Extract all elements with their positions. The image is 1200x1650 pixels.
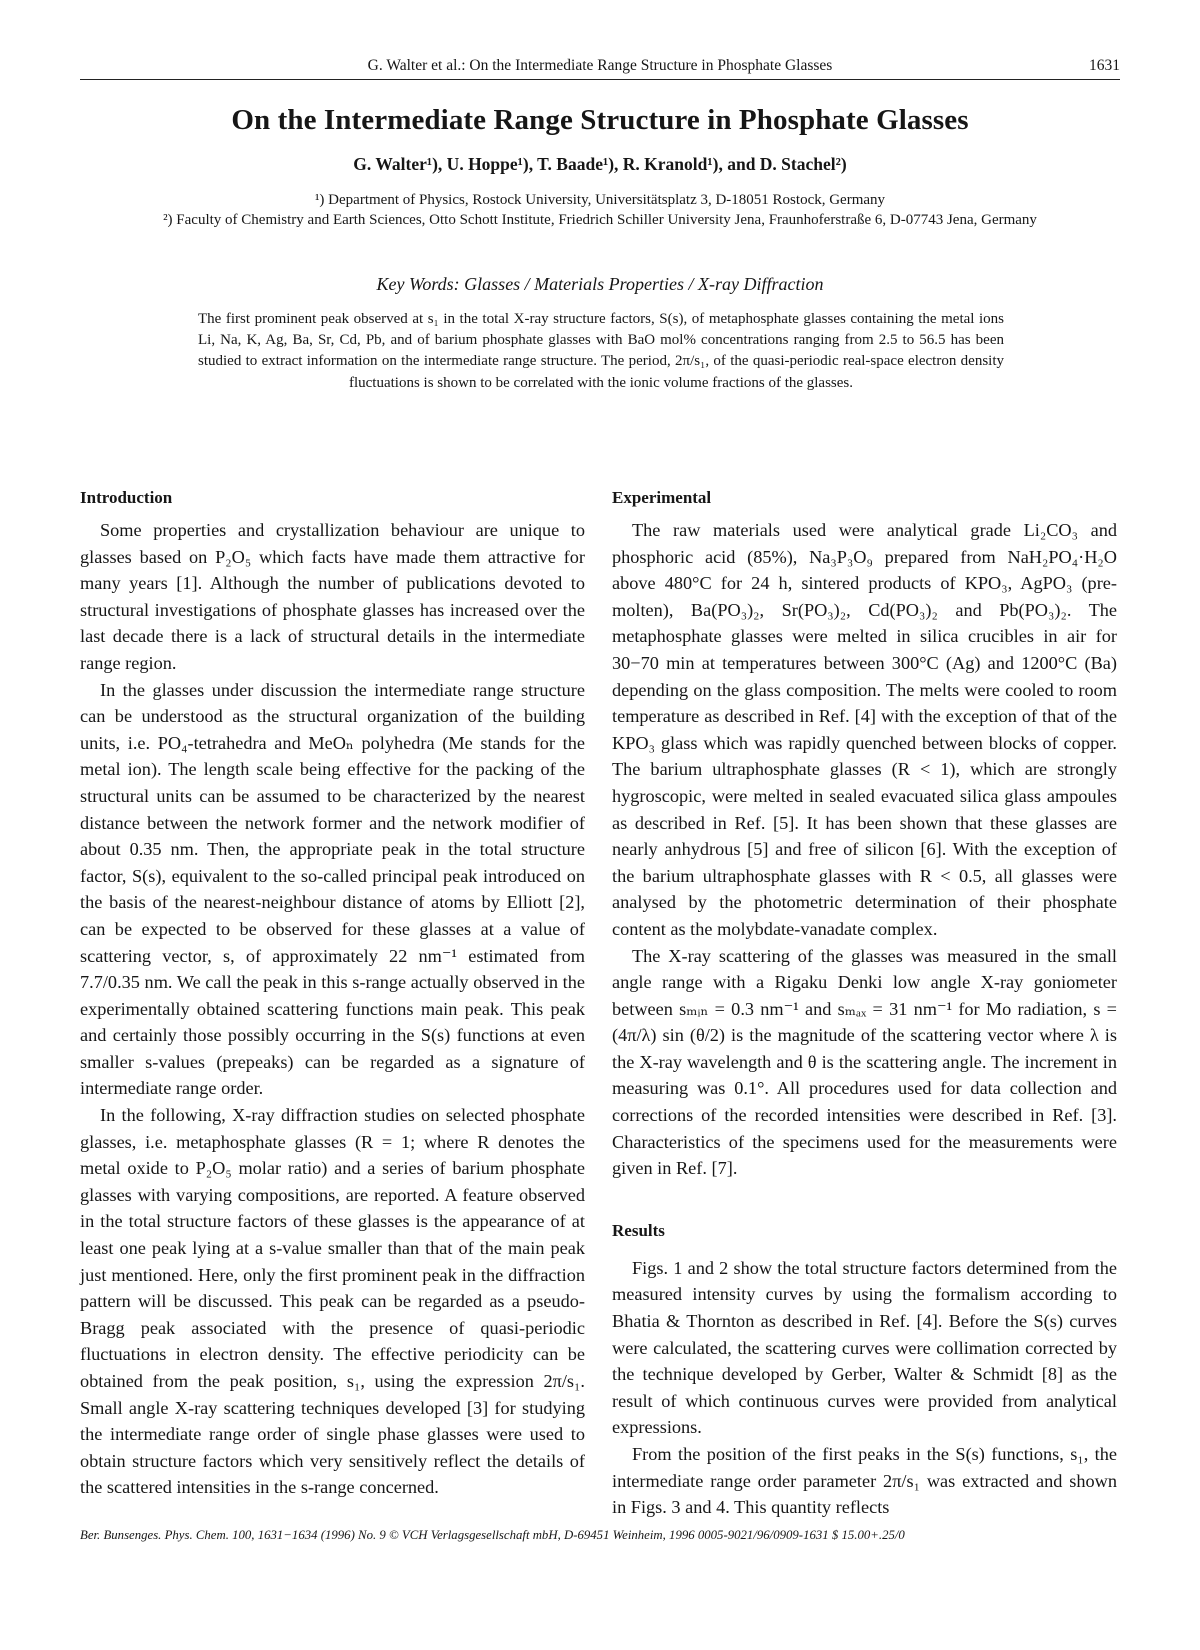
intro-paragraph-1: Some properties and crystallization behaviour are unique to glasses based on P₂O₅ which facts have made them attractive for many years [1]. Although the number of publications devoted to structural investigations of phosphate glasses has increased over the last decade there is a lack of structural details in the intermediate range region. [80,520,585,673]
section-heading-introduction: Introduction [80,488,173,507]
keywords: Key Words: Glasses / Materials Properties / X-ray Diffraction [376,274,824,294]
author-list: G. Walter¹), U. Hoppe¹), T. Baade¹), R. Kranold¹), and D. Stachel²) [353,154,847,174]
experimental-paragraph-2: The X-ray scattering of the glasses was measured in the small angle range with a Rigaku Denki low angle X-ray goniometer between sₘᵢₙ = 0.3 nm⁻¹ and sₘₐₓ = 31 nm⁻¹ for Mo radiation, s = (4π/λ) sin (θ/2) is the magnitude of the scattering vector where λ is the X-ray wavelength and θ is the scattering angle. The increment in measuring was 0.1°. All procedures used for data collection and corrections of the recorded intensities were described in Ref. [3]. Characteristics of the specimens used for the measurements were given in Ref. [7]. [612,945,1117,1179]
intro-paragraph-2: In the glasses under discussion the intermediate range structure can be understood as the structural organization of the building units, i.e. PO₄-tetrahedra and MeOₙ polyhedra (Me stands for the metal ion). The length scale being effective for the packing of the structural units can be assumed to be characterized by the nearest distance between the network former and the network modifier of about 0.35 nm. Then, the appropriate peak in the total structure factor, S(s), equivalent to the so-called principal peak introduced on the basis of the nearest-neighbour distance of atoms by Elliott [2], can be expected to be observed for these glasses at a value of scattering vector, s, of approximately 22 nm⁻¹ estimated from 7.7/0.35 nm. We call the peak in this s-range actually observed in the experimentally obtained scattering functions main peak. This peak and certainly those possibly occurring in the S(s) functions at even smaller s-values (prepeaks) can be regarded as a signature of intermediate range order. [80,679,585,1099]
experimental-paragraph-1: The raw materials used were analytical grade Li₂CO₃ and phosphoric acid (85%), Na₃P₃O₉ prepared from NaH₂PO₄·H₂O above 480°C for 24 h, sintered products of KPO₃, AgPO₃ (pre-molten), Ba(PO₃)₂, Sr(PO₃)₂, Cd(PO₃)₂ and Pb(PO₃)₂. The metaphosphate glasses were melted in silica crucibles in air for 30−70 min at temperatures between 300°C (Ag) and 1200°C (Ba) depending on the glass composition. The melts were cooled to room temperature as described in Ref. [4] with the exception of that of the KPO₃ glass which was rapidly quenched between blocks of copper. The barium ultraphosphate glasses (R < 1), which are strongly hygroscopic, were melted in sealed evacuated silica glass ampoules as described in Ref. [5]. It has been shown that these glasses are nearly anhydrous [5] and free of silicon [6]. With the exception of the barium ultraphosphate glasses with R < 0.5, all glasses were analysed by the photometric determination of their phosphate content as the molybdate-vanadate complex. [612,520,1117,939]
paper-title: On the Intermediate Range Structure in Phosphate Glasses [231,104,969,136]
running-head-title: G. Walter et al.: On the Intermediate Range Structure in Phosphate Glasses [367,57,833,74]
affiliation-2: ²) Faculty of Chemistry and Earth Sciences, Otto Schott Institute, Friedrich Schiller University Jena, Fraunhoferstraße 6, D-07743 Jena, Germany [163,212,1037,228]
results-paragraph-2: From the position of the first peaks in the S(s) functions, s₁, the intermediate range order parameter 2π/s₁ was extracted and shown in Figs. 3 and 4. This quantity reflects [612,1444,1117,1518]
results-paragraph-1: Figs. 1 and 2 show the total structure factors determined from the measured intensity curves by using the formalism according to Bhatia & Thornton as described in Ref. [4]. Before the S(s) curves were calculated, the scattering curves were collimation corrected by the technique developed by Gerber, Walter & Schmidt [8] as the result of which continuous curves were provided from analytical expressions. [612,1257,1117,1438]
right-column [612,487,1117,1521]
abstract: The first prominent peak observed at s₁ in the total X-ray structure factors, S(s), of metaphosphate glasses containing the metal ions Li, Na, K, Ag, Ba, Sr, Cd, Pb, and of barium phosphate glasses with BaO mol% concentrations ranging from 2.5 to 56.5 has been studied to extract information on the intermediate range structure. The period, 2π/s₁, of the quasi-periodic real-space electron density fluctuations is shown to be correlated with the ionic volume fractions of the glasses. [198,311,1004,391]
intro-paragraph-3: In the following, X-ray diffraction studies on selected phosphate glasses, i.e. metaphosphate glasses (R = 1; where R denotes the metal oxide to P₂O₅ molar ratio) and a series of barium phosphate glasses with varying compositions, are reported. A feature observed in the total structure factors of these glasses is the appearance of at least one peak lying at a s-value smaller than that of the main peak just mentioned. Here, only the first prominent peak in the diffraction pattern will be discussed. This peak can be regarded as a pseudo-Bragg peak associated with the presence of quasi-periodic fluctuations in electron density. The effective periodicity can be obtained from the peak position, s₁, using the expression 2π/s₁. Small angle X-ray scattering techniques developed [3] for studying the intermediate range order of single phase glasses were used to obtain structure factors which very sensitively reflect the details of the scattered intensities in the s-range concerned. [80,1105,585,1498]
journal-footer: Ber. Bunsenges. Phys. Chem. 100, 1631−1634 (1996) No. 9 © VCH Verlagsgesellschaft mbH, D-69451 Weinheim, 1996 0005-9021/96/0909-1631 $ 15.00+.25/0 [80,1528,905,1542]
affiliation-1: ¹) Department of Physics, Rostock University, Universitätsplatz 3, D-18051 Rostock, Germany [314,192,886,208]
section-heading-experimental: Experimental [612,488,712,507]
left-column [80,487,585,1501]
section-heading-results: Results [612,1220,665,1240]
page-number: 1631 [1089,57,1120,74]
running-head [80,55,1120,80]
